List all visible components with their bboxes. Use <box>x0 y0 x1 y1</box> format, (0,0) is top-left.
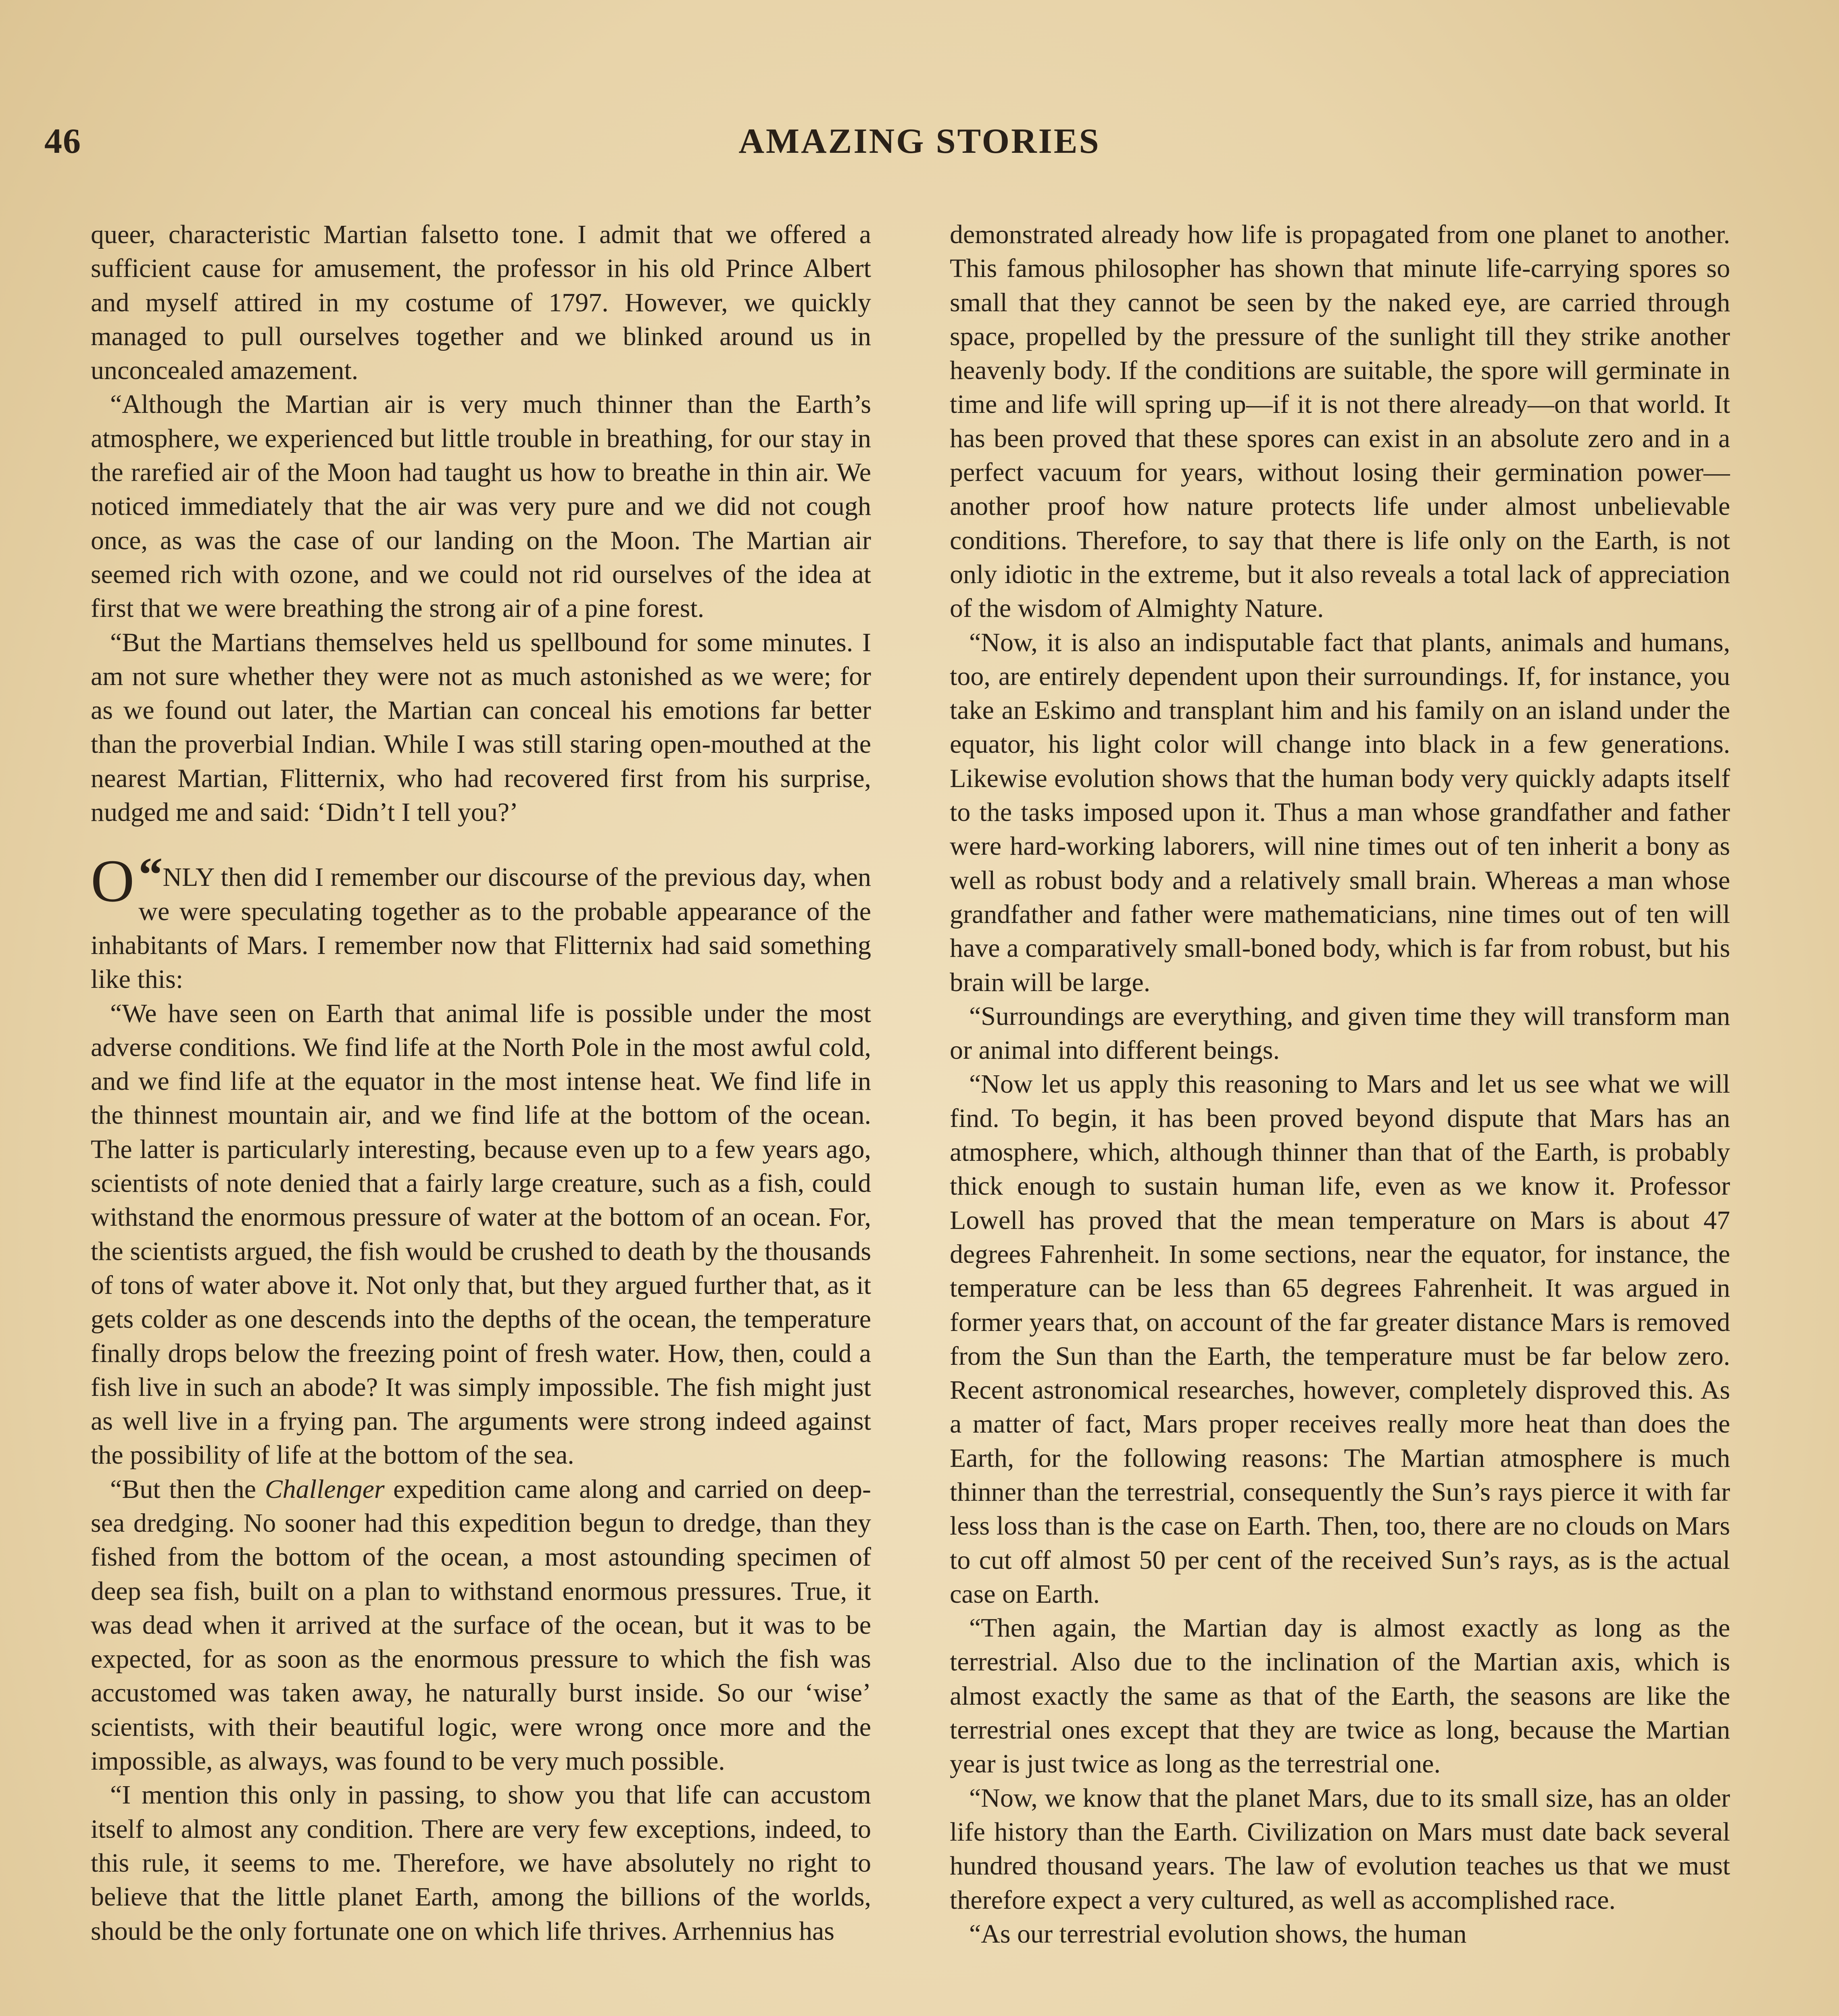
challenger-text-after: expedition came along and carried on deep-sea dredging. No sooner had this expedition begun to dredge, than they fished from the bottom of the ocean, a most astounding specimen of deep sea fish, built on a plan to withstand enormous pressures. True, it was dead when it arrived at the surface of the ocean, but it was to be expected, for as soon as the enormous pressure to which the fish was accustomed was taken away, he naturally burst inside. So our ‘wise’ scientists, with their beautiful logic, were wrong once more and the impossible, as always, was found to be very much possible. <box>91 1474 871 1776</box>
text-columns <box>91 218 1748 2016</box>
paragraph: “Although the Martian air is very much thinner than the Earth’s atmosphere, we experienced but little trouble in breathing, for our stay in the rarefied air of the Moon had taught us how to breathe in thin air. We noticed immediately that the air was very pure and we did not cough once, as was the case of our landing on the Moon. The Martian air seemed rich with ozone, and we could not rid ourselves of the idea at first that we were breathing the strong air of a pine forest. <box>91 389 871 623</box>
left-column <box>91 218 871 2016</box>
right-column <box>950 218 1730 2016</box>
page-header <box>44 121 1795 165</box>
dropcap-paragraph <box>91 848 871 996</box>
paragraph: “Now, we know that the planet Mars, due to its small size, has an older life history than the Earth. Civilization on Mars must date back several hundred thousand years. The law of evolution teaches us that we must therefore expect a very cultured, as well as accomplished race. <box>950 1783 1730 1915</box>
running-head: AMAZING STORIES <box>738 122 1101 161</box>
opening-quote: “ <box>138 848 163 902</box>
paragraph: “Surroundings are everything, and given time they will transform man or animal into different beings. <box>950 1001 1730 1065</box>
drop-cap-letter: O <box>91 848 135 915</box>
paragraph: “Now, it is also an indisputable fact that plants, animals and humans, too, are entirely dependent upon their surroundings. If, for instance, you take an Eskimo and transplant him and his family on an island under the equator, his light color will change into black in a few generations. Likewise evolution shows that the human body very quickly adapts itself to the tasks imposed upon it. Thus a man whose grandfather and father were hard-working laborers, will nine times out of ten inherit a bony as well as robust body and a relatively small brain. Whereas a man whose grandfather and father were mathematicians, nine times out of ten will have a comparatively small-boned body, which is far from robust, but his brain will be large. <box>950 627 1730 997</box>
paragraph: “As our terrestrial evolution shows, the human <box>969 1919 1467 1949</box>
dropcap-text: NLY then did I remember our discourse of the previous day, when we were speculating together as to the probable appearance of the inhabitants of Mars. I remember now that Flitternix had said something like this: <box>91 862 871 994</box>
challenger-italic: Challenger <box>265 1474 385 1504</box>
challenger-text-before: “But then the <box>110 1474 265 1504</box>
paragraph: “But the Martians themselves held us spellbound for some minutes. I am not sure whether they were not as much astonished as we were; for as we found out later, the Martian can conceal his emotions far better than the proverbial Indian. While I was still staring open-mouthed at the nearest Martian, Flitternix, who had recovered first from his surprise, nudged me and said: ‘Didn’t I tell you?’ <box>91 627 871 827</box>
page-number: 46 <box>44 122 81 161</box>
paragraph: “We have seen on Earth that animal life is possible under the most adverse conditions. We find life at the North Pole in the most awful cold, and we find life at the equator in the most intense heat. We find life in the thinnest mountain air, and we find life at the bottom of the ocean. The latter is particularly interesting, because even up to a few years ago, scientists of note denied that a fairly large creature, such as a fish, could withstand the enormous pressure of water at the bottom of an ocean. For, the scientists argued, the fish would be crushed to death by the thousands of tons of water above it. Not only that, but they argued further that, as it gets colder as one descends into the depths of the ocean, the temperature finally drops below the freezing point of fresh water. How, then, could a fish live in such an abode? It was simply impossible. The fish might just as well live in a frying pan. The arguments were strong indeed against the possibility of life at the bottom of the sea. <box>91 998 871 1470</box>
paragraph: demonstrated already how life is propagated from one planet to another. This famous philosopher has shown that minute life-carrying spores so small that they cannot be seen by the naked eye, are carried through space, propelled by the pressure of the sunlight till they strike another heavenly body. If the conditions are suitable, the spore will germinate in time and life will spring up—if it is not there already—on that world. It has been proved that these spores can exist in an absolute zero and in a perfect vacuum for years, without losing their germination power—another proof how nature protects life under almost unbelievable conditions. Therefore, to say that there is life only on the Earth, is not only idiotic in the extreme, but it also reveals a total lack of appreciation of the wisdom of Almighty Nature. <box>950 220 1730 623</box>
paragraph: “I mention this only in passing, to show you that life can accustom itself to almost any condition. There are very few exceptions, indeed, to this rule, it seems to me. Therefore, we have absolutely no right to believe that the little planet Earth, among the billions of the worlds, should be the only fortunate one on which life thrives. Arrhennius has <box>91 1780 871 1946</box>
paragraph: “Then again, the Martian day is almost exactly as long as the terrestrial. Also due to the inclination of the Martian axis, which is almost exactly the same as that of the Earth, the seasons are like the terrestrial ones except that they are twice as long, because the Martian year is just twice as long as the terrestrial one. <box>950 1613 1730 1779</box>
paragraph: queer, characteristic Martian falsetto tone. I admit that we offered a sufficient cause for amusement, the professor in his old Prince Albert and myself attired in my costume of 1797. However, we quickly managed to pull ourselves together and we blinked around us in unconcealed amazement. <box>91 220 871 385</box>
challenger-paragraph <box>91 1472 871 1779</box>
paragraph: “Now let us apply this reasoning to Mars and let us see what we will find. To begin, it has been proved beyond dispute that Mars has an atmosphere, which, although thinner than that of the Earth, is probably thick enough to sustain human life, even as we know it. Professor Lowell has proved that the mean temperature on Mars is about 47 degrees Fahrenheit. In some sections, near the equator, for instance, the temperature can be less than 65 degrees Fahrenheit. It was argued in former years that, on account of the far greater distance Mars is removed from the Sun than the Earth, the temperature must be far below zero. Recent astronomical researches, however, completely disproved this. As a matter of fact, Mars proper receives really more heat than does the Earth, for the following reasons: The Martian atmosphere is much thinner than the terrestrial, consequently the Sun’s rays pierce it with far less loss than is the case on Earth. Then, too, there are no clouds on Mars to cut off almost 50 per cent of the received Sun’s rays, as is the actual case on Earth. <box>950 1069 1730 1609</box>
